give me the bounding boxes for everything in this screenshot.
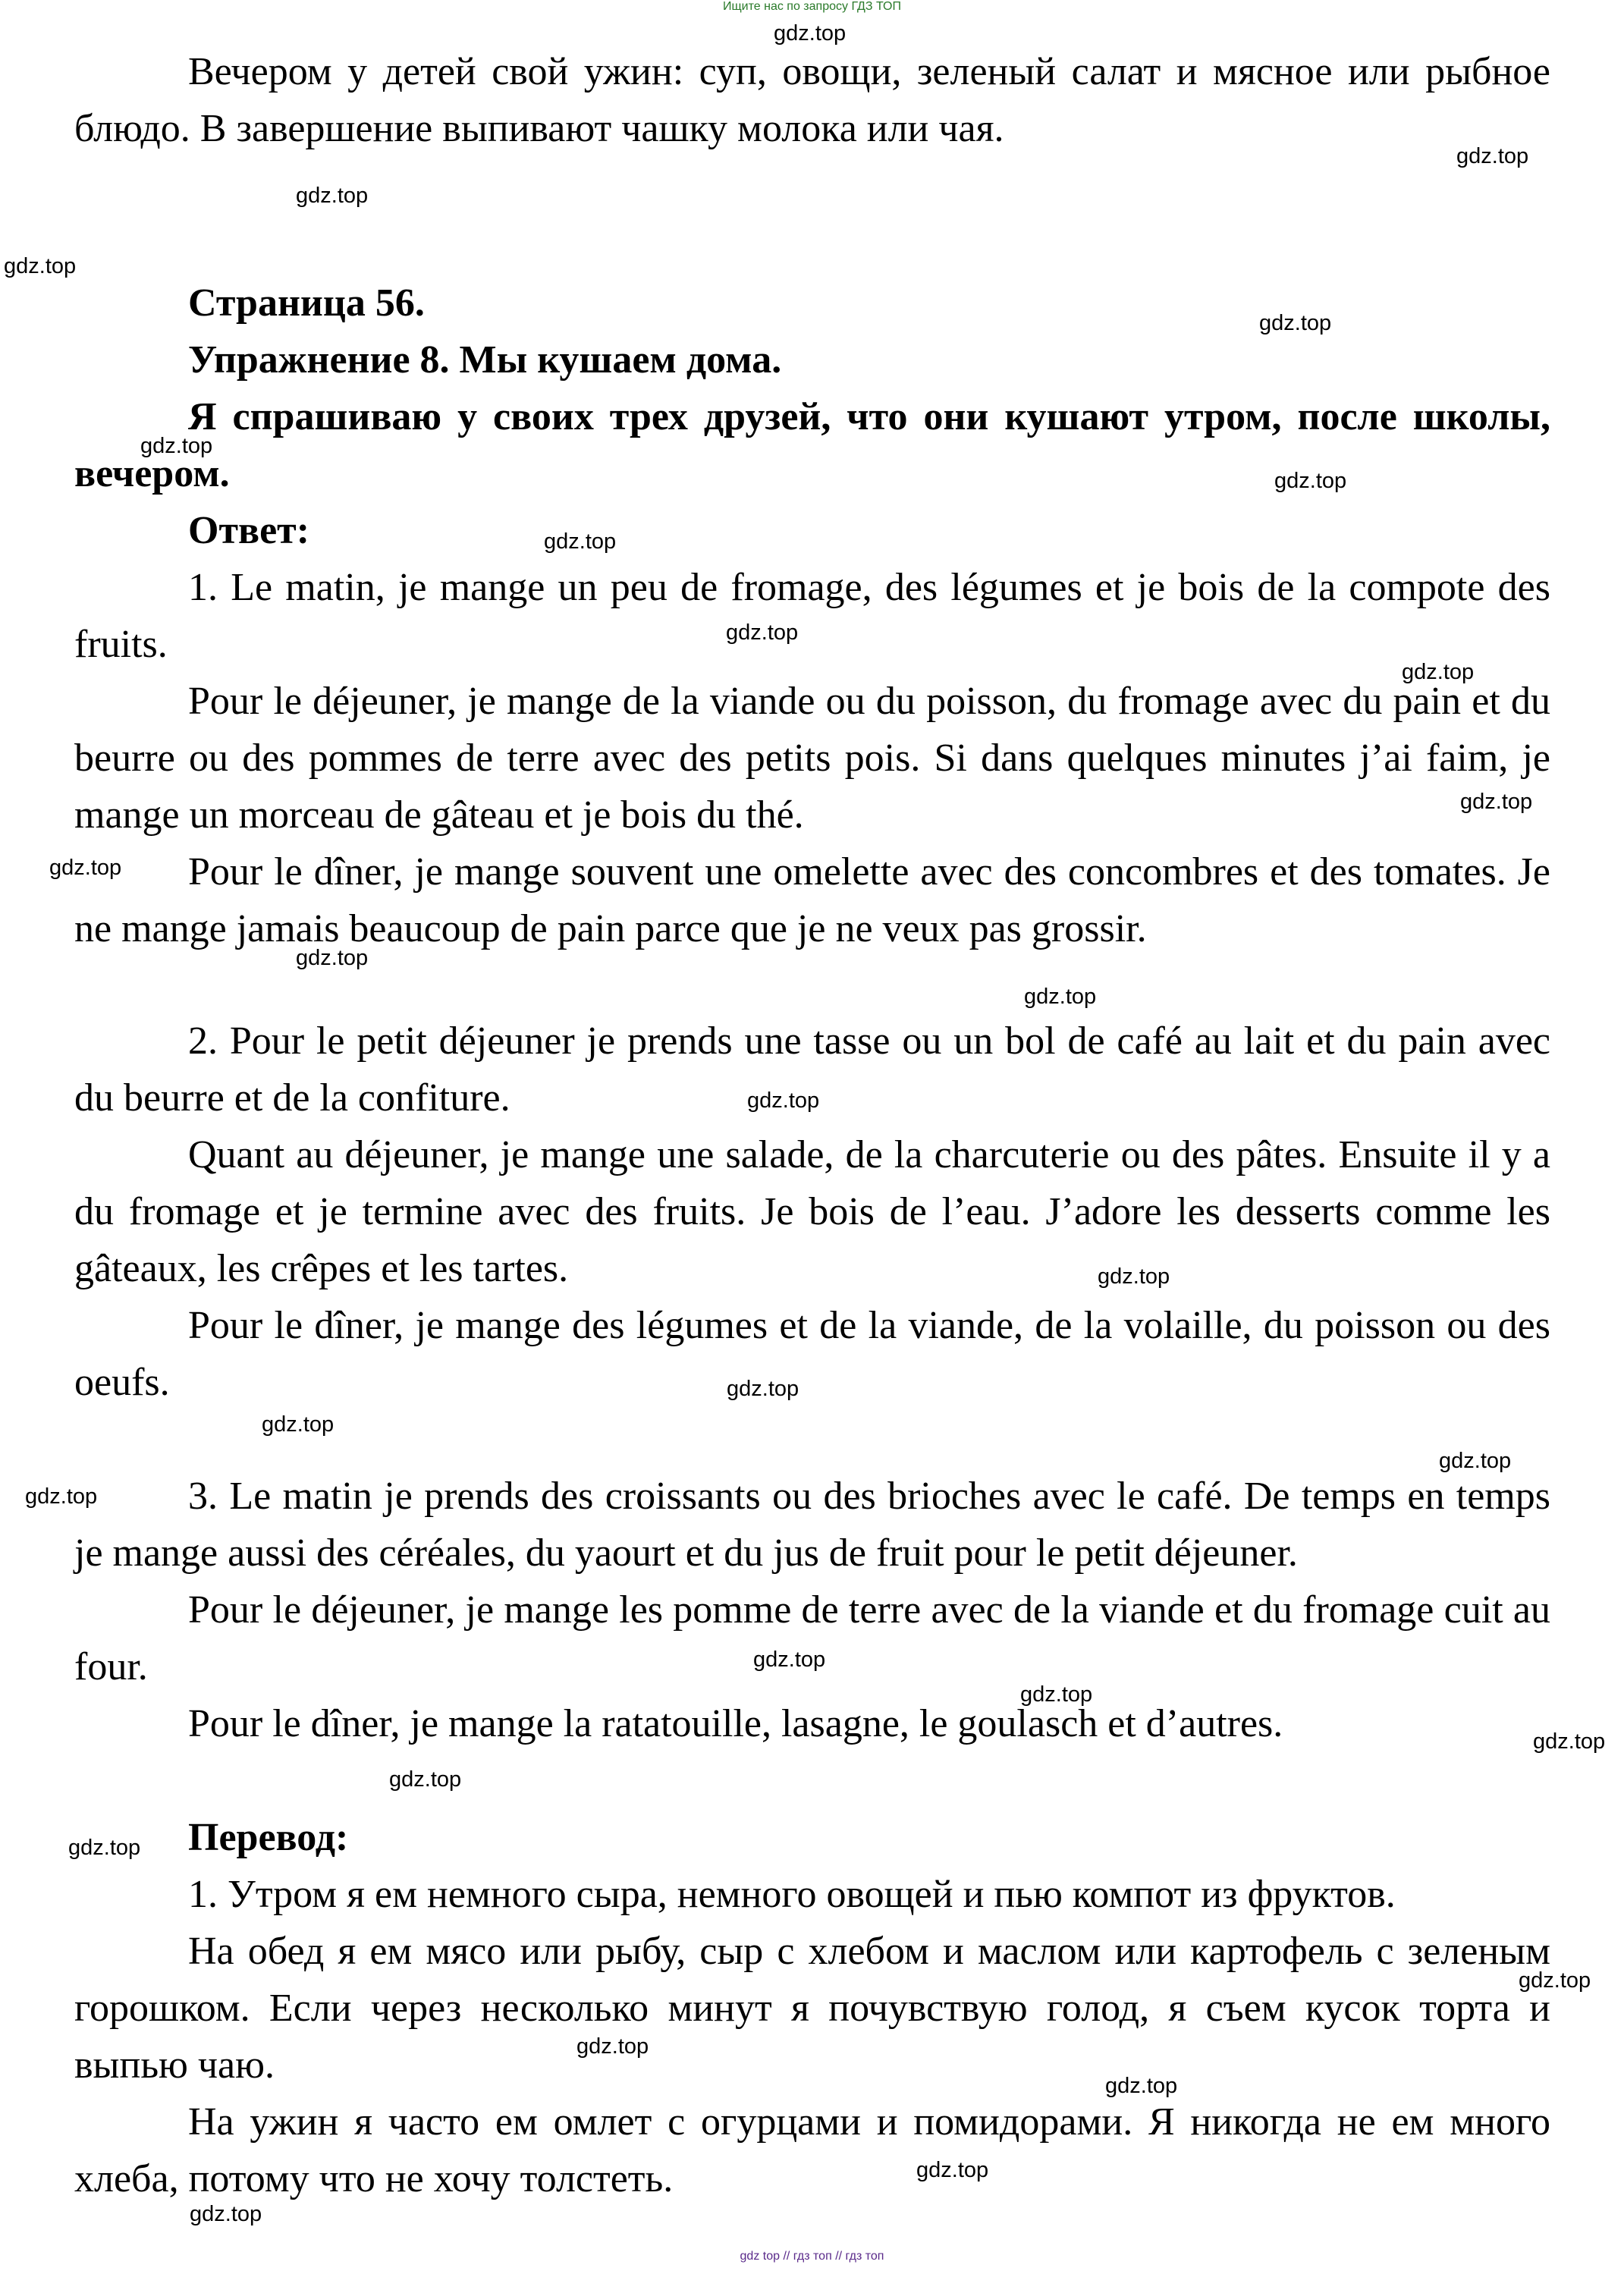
watermark: gdz.top [1533, 1729, 1606, 1754]
watermark: gdz.top [296, 184, 369, 208]
watermark: gdz.top [1024, 985, 1097, 1009]
heading-paragraph: Я спрашиваю у своих трех друзей, что они кушают утром, после школы, вечером. [74, 395, 1550, 495]
text-block [74, 1013, 1550, 1411]
watermark: gdz.top [576, 2034, 649, 2059]
paragraph: Pour le déjeuner, je mange de la viande ou du poisson, du fromage avec du pain et du beurre ou des pommes de terre avec des petits pois. Si dans quelques minutes j’ai faim, je mange un morceau de gâteau et je bois du thé. [74, 680, 1550, 837]
paragraph: Pour le dîner, je mange des légumes et de la viande, de la volaille, du poisson ou des oeufs. [74, 1304, 1550, 1404]
paragraph: 2. Pour le petit déjeuner je prends une tasse ou un bol de café au lait et du pain avec du beurre et de la confiture. [74, 1019, 1550, 1120]
watermark: gdz.top [1274, 469, 1347, 493]
watermark: gdz.top [25, 1484, 98, 1509]
watermark: gdz.top [747, 1088, 820, 1113]
watermark: gdz.top [1259, 311, 1332, 335]
watermark: gdz.top [68, 1836, 141, 1860]
paragraph: На обед я ем мясо или рыбу, сыр с хлебом и маслом или картофель с зеленым горошком. Если через несколько минут я почувствую голод, я съем кусок торта и выпью чаю. [74, 1930, 1550, 2087]
watermark: gdz.top [1456, 144, 1529, 168]
top-banner: Ищите нас по запросу ГДЗ ТОП [723, 0, 901, 13]
watermark: gdz.top [262, 1412, 335, 1437]
paragraph: Pour le déjeuner, je mange les pomme de terre avec de la viande et du fromage cuit au four. [74, 1588, 1550, 1688]
paragraph: Вечером у детей свой ужин: суп, овощи, зеленый салат и мясное или рыбное блюдо. В завершение выпивают чашку молока или чая. [74, 50, 1550, 150]
watermark: gdz.top [1098, 1264, 1170, 1289]
bottom-banner: gdz top // гдз топ // гдз топ [740, 2250, 884, 2263]
watermark: gdz.top [140, 434, 213, 458]
paragraph: 1. Утром я ем немного сыра, немного овощей и пью компот из фруктов. [188, 1873, 1396, 1916]
heading-paragraph: Ответ: [188, 509, 310, 552]
watermark: gdz.top [1460, 790, 1533, 814]
text-block [74, 43, 1550, 157]
paragraph: Pour le dîner, je mange la ratatouille, lasagne, le goulasch et d’autres. [188, 1702, 1283, 1745]
text-block [74, 1809, 1550, 2207]
heading-paragraph: Перевод: [188, 1816, 349, 1859]
text-block [74, 1468, 1550, 1752]
watermark: gdz.top [753, 1647, 826, 1672]
watermark: gdz.top [4, 254, 77, 278]
text-block [74, 275, 1550, 957]
paragraph: 1. Le matin, je mange un peu de fromage, des légumes et je bois de la compote des fruits. [74, 566, 1550, 666]
paragraph: Pour le dîner, je mange souvent une omelette avec des concombres et des tomates. Je ne mange jamais beaucoup de pain parce que je ne veux pas grossir. [74, 850, 1550, 950]
watermark: gdz.top [190, 2202, 262, 2226]
watermark: gdz.top [1105, 2074, 1178, 2098]
watermark: gdz.top [1519, 1968, 1591, 1993]
paragraph: На ужин я часто ем омлет с огурцами и помидорами. Я никогда не ем много хлеба, потому что не хочу толстеть. [74, 2100, 1550, 2200]
watermark: gdz.top [774, 21, 847, 46]
heading-paragraph: Страница 56. [188, 281, 425, 325]
watermark: gdz.top [726, 620, 799, 645]
watermark: gdz.top [389, 1767, 462, 1792]
watermark: gdz.top [49, 856, 122, 880]
watermark: gdz.top [1020, 1682, 1093, 1707]
watermark: gdz.top [296, 946, 369, 970]
heading-paragraph: Упражнение 8. Мы кушаем дома. [188, 338, 782, 382]
paragraph: Quant au déjeuner, je mange une salade, de la charcuterie ou des pâtes. Ensuite il y a du fromage et je termine avec des fruits. Je bois de l’eau. J’adore les desserts comme les gâteaux, les crêpes et les tartes. [74, 1133, 1550, 1290]
watermark: gdz.top [916, 2158, 989, 2182]
watermark: gdz.top [1402, 660, 1475, 684]
watermark: gdz.top [727, 1377, 799, 1401]
watermark: gdz.top [544, 529, 617, 554]
paragraph: 3. Le matin je prends des croissants ou des brioches avec le café. De temps en temps je mange aussi des céréales, du yaourt et du jus de fruit pour le petit déjeuner. [74, 1475, 1550, 1575]
watermark: gdz.top [1439, 1449, 1512, 1473]
